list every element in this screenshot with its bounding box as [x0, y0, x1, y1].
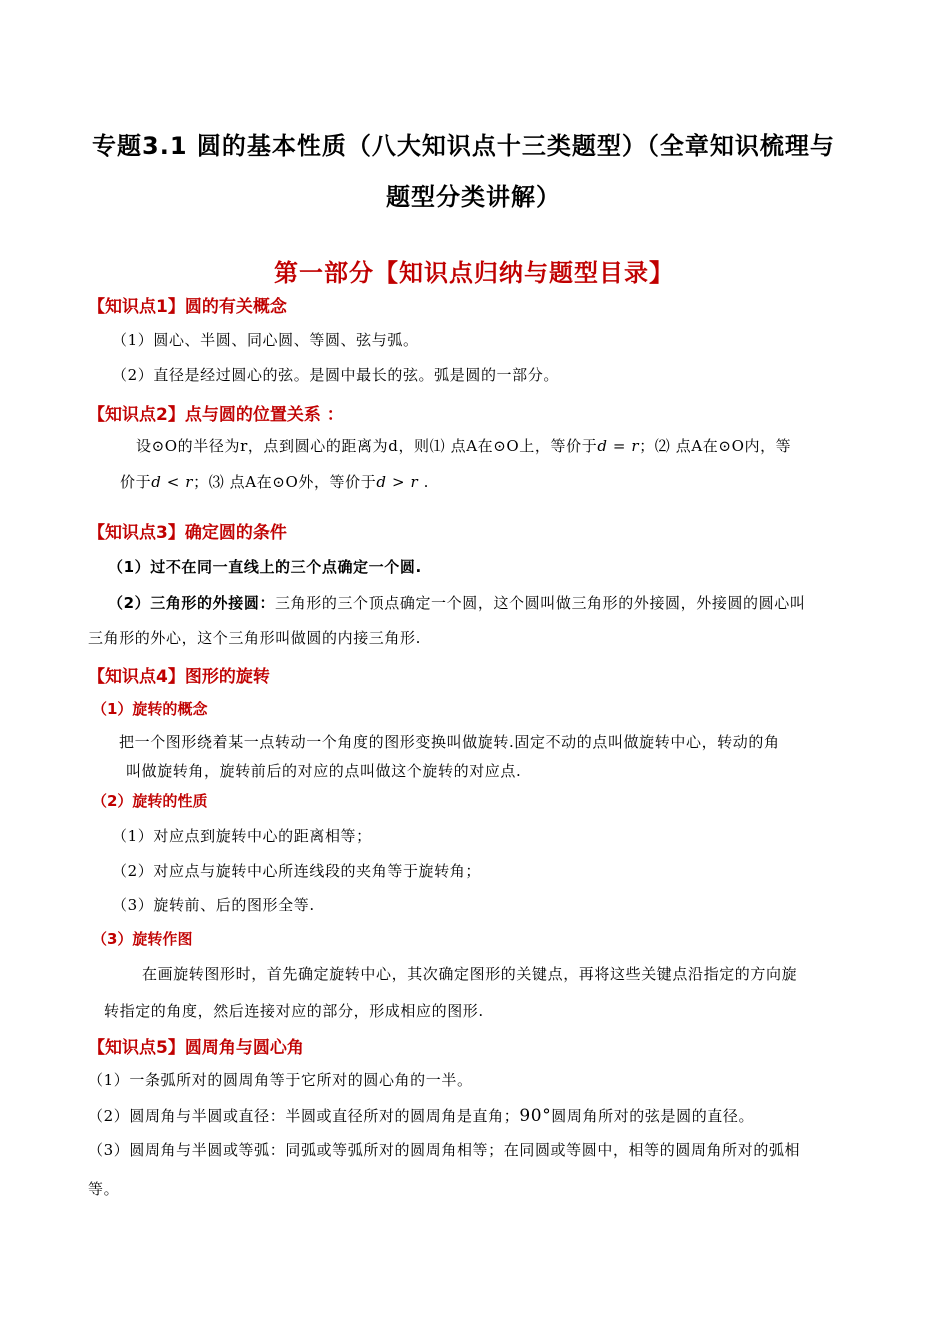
page-title-line1: 专题3.1 圆的基本性质（八大知识点十三类题型）（全章知识梳理与: [92, 132, 835, 160]
kp2-line-1: [136, 435, 791, 456]
kp3-item2-text: 三角形的三个顶点确定一个圆，这个圆叫做三角形的外接圆，外接圆的圆心叫: [275, 594, 806, 612]
kp5-item-2: [88, 1105, 754, 1126]
kp5-item-3-continued: 等。: [88, 1180, 120, 1198]
kp4-sub2-item-1: （1）对应点到旋转中心的距离相等；: [112, 827, 372, 845]
page-title-line2: 题型分类讲解）: [386, 183, 561, 211]
kp5-item2-text-b: 圆周角所对的弦是圆的直径。: [551, 1107, 755, 1125]
kp2-line1-text2: ；⑵ 点A在⊙O内，等: [639, 437, 792, 455]
knowledge-point-5-heading: 【知识点5】圆周角与圆心角: [88, 1038, 304, 1058]
kp1-item-2: （2）直径是经过圆心的弦。是圆中最长的弦。弧是圆的一部分。: [112, 366, 559, 384]
math-d-greater-r: d > r: [376, 473, 419, 491]
kp2-line-2: [120, 471, 429, 492]
kp4-sub2-item-3: （3）旋转前、后的图形全等.: [112, 896, 315, 914]
knowledge-point-2-heading: 【知识点2】点与圆的位置关系 ：: [88, 405, 344, 425]
kp5-item2-text-a: （2）圆周角与半圆或直径：半圆或直径所对的圆周角是直角；: [88, 1107, 520, 1125]
kp3-item-2: [108, 592, 805, 613]
kp4-sub1-heading: （1）旋转的概念: [92, 700, 208, 718]
knowledge-point-1-heading: 【知识点1】圆的有关概念: [88, 297, 287, 317]
kp4-sub3-line-1: 在画旋转图形时，首先确定旋转中心，其次确定图形的关键点，再将这些关键点沿指定的方向旋: [142, 965, 798, 983]
kp5-item-3: （3）圆周角与半圆或等弧：同弧或等弧所对的圆周角相等；在同圆或等圆中，相等的圆周角所对的弧相: [88, 1141, 801, 1159]
kp1-item-1: （1）圆心、半圆、同心圆、等圆、弦与弧。: [112, 331, 419, 349]
kp4-sub2-item-2: （2）对应点与旋转中心所连线段的夹角等于旋转角；: [112, 862, 481, 880]
kp4-sub3-line-2: 转指定的角度，然后连接对应的部分，形成相应的图形.: [104, 1002, 484, 1020]
kp4-sub2-heading: （2）旋转的性质: [92, 792, 208, 810]
kp4-sub3-heading: （3）旋转作图: [92, 930, 193, 948]
kp5-item-1: （1）一条弧所对的圆周角等于它所对的圆心角的一半。: [88, 1071, 473, 1089]
kp2-line2-text1: 价于: [120, 473, 152, 491]
kp2-line1-text1: 设⊙O的半径为r，点到圆心的距离为d，则⑴ 点A在⊙O上，等价于: [136, 437, 598, 455]
kp3-item-2-continued: 三角形的外心，这个三角形叫做圆的内接三角形.: [88, 629, 421, 647]
kp4-sub1-line-2: 叫做旋转角，旋转前后的对应的点叫做这个旋转的对应点.: [126, 762, 522, 780]
kp3-item-1: （1）过不在同一直线上的三个点确定一个圆.: [108, 558, 422, 576]
ninety-degree-symbol: 90°: [519, 1106, 552, 1126]
kp2-line2-text2: ；⑶ 点A在⊙O外，等价于: [193, 473, 377, 491]
math-d-equals-r: d = r: [597, 437, 640, 455]
kp3-item2-bold: （2）三角形的外接圆：: [108, 594, 276, 612]
knowledge-point-3-heading: 【知识点3】确定圆的条件: [88, 523, 287, 543]
kp4-sub1-line-1: 把一个图形绕着某一点转动一个角度的图形变换叫做旋转.固定不动的点叫做旋转中心，转动的角: [119, 733, 780, 751]
math-d-less-r: d < r: [151, 473, 194, 491]
knowledge-point-4-heading: 【知识点4】图形的旋转: [88, 667, 270, 687]
kp2-line2-text3: .: [418, 473, 430, 491]
part-one-heading: 第一部分【知识点归纳与题型目录】: [274, 259, 674, 287]
